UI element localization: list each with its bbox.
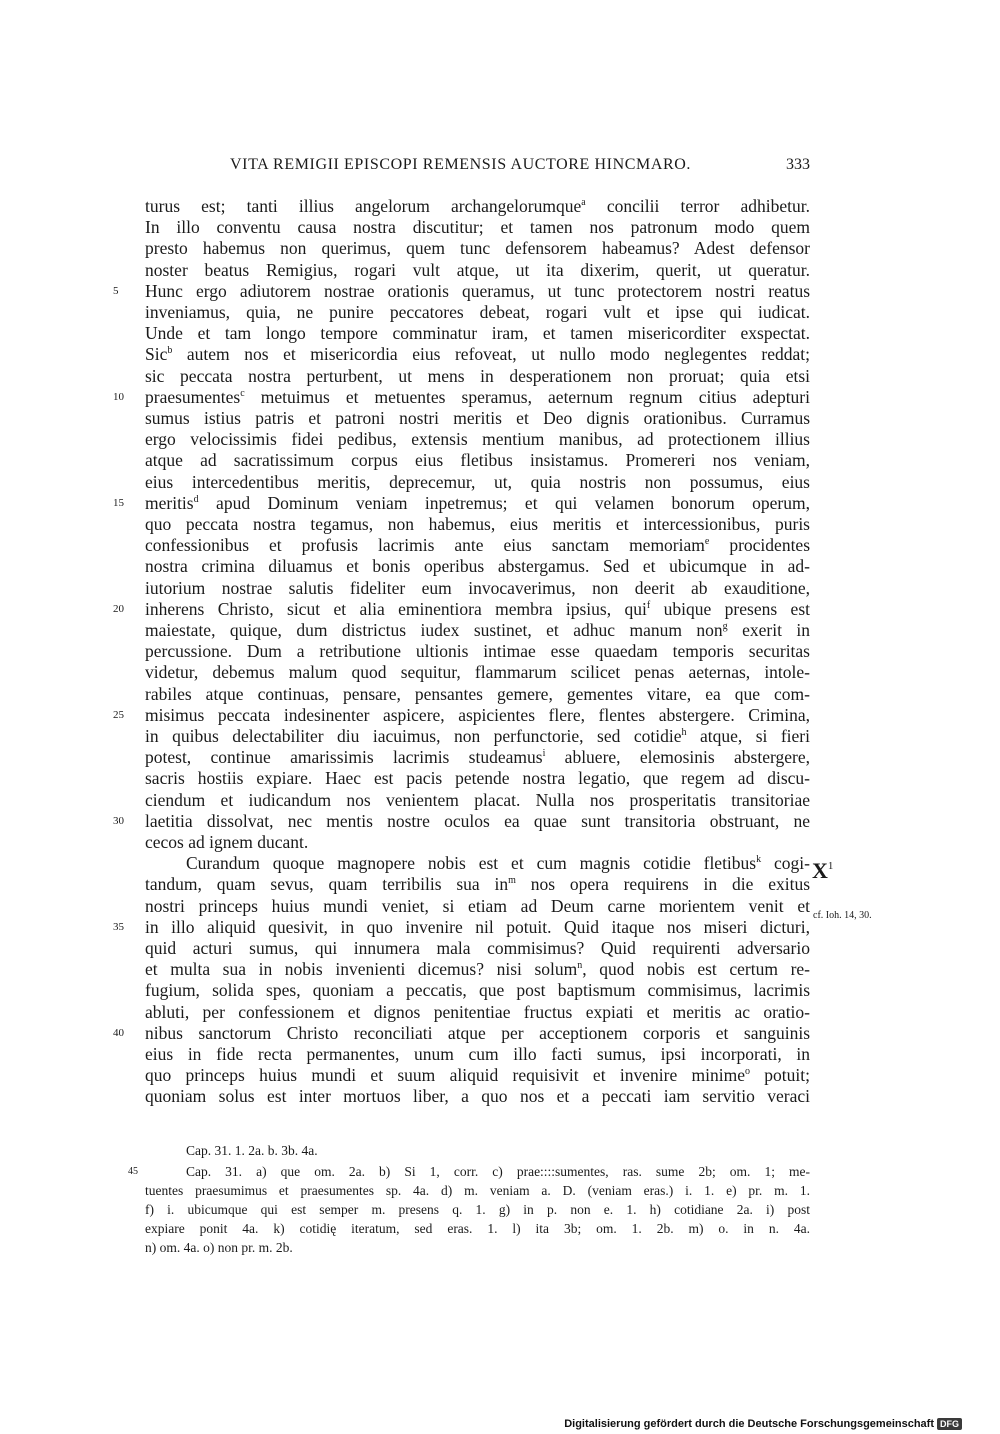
text-line [145, 281, 810, 302]
text-segment: praesumentes [145, 387, 241, 407]
text-segment: sic peccata nostra perturbent, ut mens in desperationem non proruat; quia etsi [145, 366, 810, 386]
text-segment: nibus sanctorum Christo reconciliati atque per acceptionem corporis et sanguinis [145, 1023, 810, 1043]
text-line [145, 387, 810, 408]
text-line [145, 726, 810, 747]
apparatus-line: f) i. ubicumque qui est semper m. presens q. 1. g) in p. non e. 1. h) cotidiane 2a. i) post [145, 1202, 810, 1217]
text-segment: Unde et tam longo tempore comminatur iram, et tamen misericorditer exspectat. [145, 323, 810, 343]
text-line [145, 662, 810, 683]
line-number: 35 [113, 921, 124, 933]
text-line [145, 684, 810, 705]
text-line [145, 366, 810, 387]
text-segment: noster beatus Remigius, rogari vult atque, ut ita dixerim, querit, ut queratur. [145, 260, 810, 280]
text-segment: concilii terror adhibetur. [585, 196, 811, 216]
footnote-marker: n [577, 960, 583, 971]
text-line [145, 302, 810, 323]
text-line [145, 535, 810, 556]
text-line [145, 578, 810, 599]
line-number: 5 [113, 285, 119, 297]
footnote-marker: k [756, 854, 762, 865]
text-segment: potuit; [749, 1065, 810, 1085]
footnote-marker: a [581, 197, 586, 208]
text-line [145, 217, 810, 238]
footnote-marker: e [704, 536, 710, 547]
text-segment: quo peccata nostra tegamus, non habemus, eius meritis et intercessionibus, puris [145, 514, 810, 534]
line-number: 15 [113, 497, 124, 509]
text-segment: sumus istius patris et patroni nostri meritis et Deo dignis orationibus. Curramus [145, 408, 810, 428]
text-line [145, 1065, 810, 1086]
text-segment: in illo aliquid quesivit, in quo invenire nil potuit. Quid itaque nos miseri dicturi, [145, 917, 810, 937]
footnote-marker: d [193, 494, 199, 505]
text-line [145, 917, 810, 938]
line-number: 20 [113, 603, 124, 615]
text-segment: et multa sua in nobis invenienti dicemus? nisi solum [145, 959, 578, 979]
text-segment: turus est; tanti illius angelorum archangelorumque [145, 196, 582, 216]
text-line [145, 260, 810, 281]
text-segment: Hunc ergo adiutorem nostrae orationis queramus, ut tunc protectorem nostri reatus [145, 281, 810, 301]
text-segment: procidentes [709, 535, 811, 555]
text-segment: In illo conventu causa nostra discutitur; et tamen nos patronum modo quem [145, 217, 810, 237]
footnote-marker: o [744, 1066, 750, 1077]
text-line [145, 938, 810, 959]
text-line [145, 514, 810, 535]
text-segment: inveniamus, quia, ne punire peccatores debeat, rogari vult et ipse qui iudicat. [145, 302, 810, 322]
text-segment: cogi- [761, 853, 810, 873]
chapter-mark-sup: 1 [827, 860, 834, 872]
text-segment: fugium, solida spes, quoniam a peccatis, que post baptismum commisimus, lacrimis [145, 980, 810, 1000]
running-title: VITA REMIGII EPISCOPI REMENSIS AUCTORE HINCMARO. [230, 156, 692, 173]
apparatus-line: Cap. 31. a) que om. 2a. b) Si 1, corr. c) prae::::sumentes, ras. sume 2b; om. 1; me- [186, 1164, 810, 1179]
text-line [145, 599, 810, 620]
page-number: 333 [786, 156, 810, 173]
text-line [145, 472, 810, 493]
text-line [145, 1002, 810, 1023]
credit-text: Digitalisierung gefördert durch die Deutsche Forschungsgemeinschaft [564, 1418, 934, 1430]
text-segment: abluere, elemosinis abstergere, [545, 747, 810, 767]
line-number: 30 [113, 815, 124, 827]
text-segment: presto habemus non querimus, quem tunc defensorem habeamus? Adest defensor [145, 238, 810, 258]
footnote-marker: c [240, 388, 245, 399]
text-segment: maiestate, quique, dum districtus iudex sustinet, et adhuc manum non [145, 620, 723, 640]
text-segment: atque ad sacratissimum corpus eius fletibus insistamus. Promereri nos veniam, [145, 450, 810, 470]
text-segment: , quod nobis est certum re- [582, 959, 810, 979]
text-line [145, 556, 810, 577]
margin-reference: cf. Ioh. 14, 30. [813, 910, 872, 921]
text-line [145, 705, 810, 726]
text-segment: metuimus et metuentes speramus, aeternum regnum citius adepturi [244, 387, 810, 407]
text-segment: quid acturi sumus, qui innumera mala commisimus? Quid requirenti adversario [145, 938, 810, 958]
text-line [145, 238, 810, 259]
text-segment: eius intercedentibus meritis, deprecemur, ut, quia nostris non possumus, eius [145, 472, 810, 492]
text-line [145, 196, 810, 217]
line-number: 10 [113, 391, 124, 403]
text-segment: ciendum et iudicandum nos venientem placat. Nulla nos prosperitatis transitoriae [145, 790, 810, 810]
text-segment: ergo velocissimis fidei pedibus, extensis mentium manibus, ad protectionem illius [145, 429, 810, 449]
chapter-marker [812, 860, 833, 882]
footnote-marker: h [681, 727, 687, 738]
text-segment: nostra crimina diluamus et bonis operibus abstergamus. Sed et ubicumque in ad- [145, 556, 810, 576]
text-line [145, 1086, 810, 1107]
footnote-marker: b [167, 345, 173, 356]
text-segment: misimus peccata indesinenter aspicere, aspicientes flere, flentes abstergere. Crimina, [145, 705, 810, 725]
text-segment: meritis [145, 493, 194, 513]
text-line [145, 896, 810, 917]
text-line [145, 832, 810, 853]
text-line [145, 620, 810, 641]
apparatus-line: expiare ponit 4a. k) cotidię iteratum, sed eras. 1. l) ita 3b; om. 1. 2b. m) o. in n. 4a. [145, 1221, 810, 1236]
text-segment: atque, si fieri [686, 726, 810, 746]
text-line [145, 790, 810, 811]
text-line [145, 747, 810, 768]
text-segment: Curandum quoque magnopere nobis est et cum magnis cotidie fletibus [186, 853, 757, 873]
text-line [145, 344, 810, 365]
text-segment: ubique presens est [650, 599, 810, 619]
apparatus-cap-line: Cap. 31. 1. 2a. b. 3b. 4a. [186, 1143, 318, 1158]
text-segment: eius in fide recta permanentes, unum cum illo facti sumus, ipsi incorporati, in [145, 1044, 810, 1064]
chapter-mark: X [812, 858, 828, 883]
text-segment: Sic [145, 344, 168, 364]
page-header [145, 156, 810, 182]
text-line [145, 811, 810, 832]
text-segment: nos opera requirens in die exitus [515, 874, 811, 894]
text-segment: percussione. Dum a retributione ultionis intimae esse quaedam temporis securitas [145, 641, 810, 661]
line-number: 40 [113, 1027, 124, 1039]
dfg-logo: DFG [937, 1418, 962, 1430]
text-line [145, 323, 810, 344]
text-segment: quoniam solus est inter mortuos liber, a quo nos et a peccati iam servitio veraci [145, 1086, 810, 1106]
text-line [145, 408, 810, 429]
text-segment: tandum, quam sevus, quam terribilis sua in [145, 874, 509, 894]
text-segment: confessionibus et profusis lacrimis ante eius sanctam memoriam [145, 535, 705, 555]
footnote-marker: m [508, 875, 516, 886]
text-segment: inherens Christo, sicut et alia eminentiora membra ipsius, qui [145, 599, 647, 619]
text-line [145, 429, 810, 450]
text-line [186, 853, 810, 874]
text-segment: videtur, debemus malum quod sequitur, flammarum scilicet penas aeternas, intole- [145, 662, 810, 682]
text-line [145, 768, 810, 789]
text-segment: in quibus delectabiliter diu iacuimus, non perfunctorie, sed cotidie [145, 726, 682, 746]
text-segment: quo princeps huius mundi et suum aliquid requisivit et invenire minime [145, 1065, 745, 1085]
footnote-marker: g [722, 621, 728, 632]
apparatus-line: n) om. 4a. o) non pr. m. 2b. [145, 1240, 293, 1255]
text-segment: nostri princeps huius mundi veniet, si etiam ad Deum carne morientem venit et [145, 896, 810, 916]
text-line [145, 959, 810, 980]
text-segment: iutorium nostrae salutis fideliter eum invocaverimus, non deerit ab exauditione, [145, 578, 810, 598]
text-line [145, 874, 810, 895]
text-segment: exerit in [727, 620, 810, 640]
text-line [145, 1044, 810, 1065]
line-number: 25 [113, 709, 124, 721]
text-line [145, 493, 810, 514]
text-segment: cecos ad ignem ducant. [145, 832, 309, 852]
text-segment: rabiles atque continuas, pensare, pensantes gemere, gementes vitare, ea que com- [145, 684, 810, 704]
text-line [145, 450, 810, 471]
text-segment: laetitia dissolvat, nec mentis nostre oculos ea quae sunt transitoria obstruant, ne [145, 811, 810, 831]
text-segment: abluti, per confessionem et dignos penitentiae fructus expiati et meritis ac oratio- [145, 1002, 810, 1022]
text-segment: autem nos et misericordia eius refoveat, ut nullo modo neglegentes reddat; [172, 344, 810, 364]
digitization-credit [564, 1418, 962, 1430]
footnote-marker: i [542, 748, 546, 759]
apparatus-line: tuentes praesumimus et praesumentes sp. 4a. d) m. veniam a. D. (veniam eras.) i. 1. e) pr. m. 1. [145, 1183, 810, 1198]
text-segment: potest, continue amarissimis lacrimis studeamus [145, 747, 543, 767]
text-line [145, 1023, 810, 1044]
text-line [145, 641, 810, 662]
text-segment: sacris hostiis expiare. Haec est pacis petende nostra legatio, que regem ad discu- [145, 768, 810, 788]
footnote-marker: f [646, 600, 651, 611]
text-segment: apud Dominum veniam inpetremus; et qui velamen bonorum operum, [198, 493, 810, 513]
text-line [145, 980, 810, 1001]
apparatus-line-number: 45 [128, 1166, 138, 1177]
